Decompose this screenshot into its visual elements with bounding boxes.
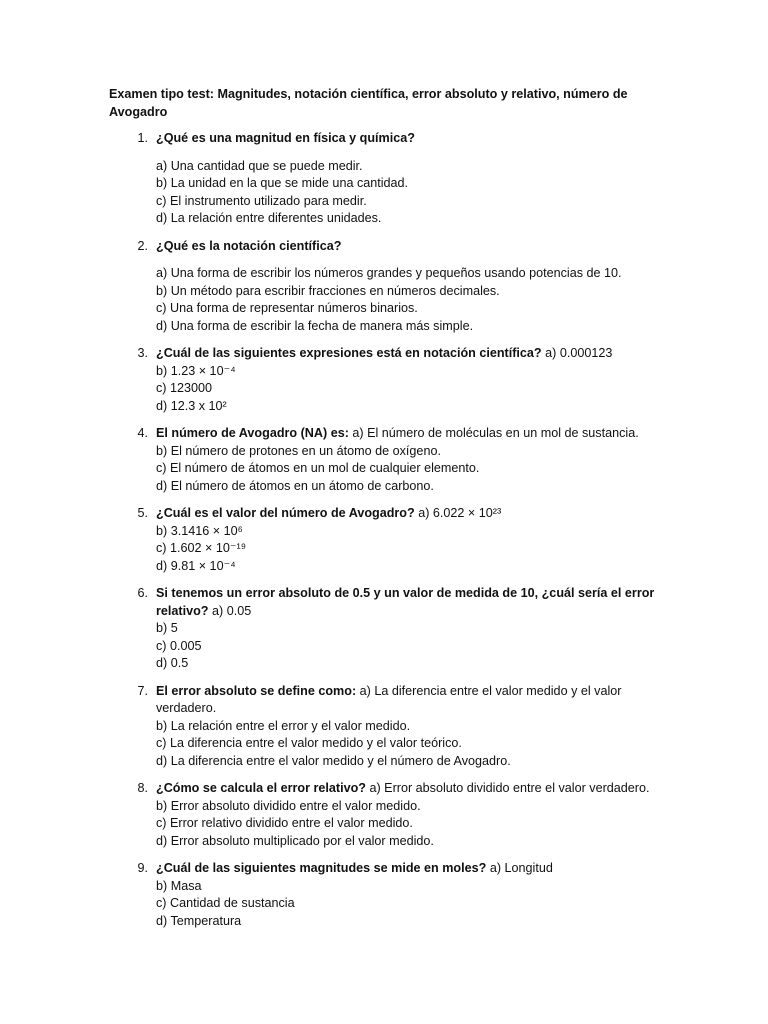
option-c: c) El número de átomos en un mol de cualquier elemento.	[156, 461, 480, 475]
question-line	[156, 860, 659, 878]
question-3	[109, 345, 659, 415]
question-number: 1.	[137, 131, 148, 145]
question-line	[156, 683, 659, 718]
question-text: ¿Qué es una magnitud en física y química?	[156, 131, 415, 145]
option-a: a) Una cantidad que se puede medir.	[156, 158, 363, 173]
question-number: 2.	[137, 238, 148, 253]
options-list	[156, 620, 659, 673]
option-a: a) Una forma de escribir los números grandes y pequeños usando potencias de 10.	[156, 266, 622, 280]
option-b: b) Masa	[156, 878, 202, 893]
option-d: d) La relación entre diferentes unidades.	[156, 211, 382, 225]
option-c: c) El instrumento utilizado para medir.	[156, 193, 367, 208]
question-line	[156, 505, 659, 523]
question-text: El error absoluto se define como:	[156, 683, 357, 698]
option-d: d) Una forma de escribir la fecha de manera más simple.	[156, 318, 474, 333]
option-c: c) Error relativo dividido entre el valor medido.	[156, 816, 413, 830]
option-a: a) Error absoluto dividido entre el valor verdadero.	[365, 781, 650, 795]
option-d: d) 0.5	[156, 656, 189, 670]
option-a: a) 0.000123	[541, 346, 613, 360]
question-line	[156, 425, 659, 443]
option-a: a) Longitud	[486, 861, 553, 875]
option-b: b) Un método para escribir fracciones en números decimales.	[156, 283, 500, 298]
option-a: a) El número de moléculas en un mol de sustancia.	[348, 426, 639, 440]
question-number: 4.	[137, 426, 148, 440]
option-a: a) 0.05	[208, 603, 252, 618]
option-d: d) El número de átomos en un átomo de carbono.	[156, 478, 434, 493]
question-6	[109, 585, 659, 673]
question-number: 8.	[137, 781, 148, 795]
document-title: Examen tipo test: Magnitudes, notación científica, error absoluto y relativo, número de Avogadro	[109, 87, 628, 119]
option-d: d) Temperatura	[156, 913, 242, 928]
question-8	[109, 780, 659, 850]
option-c: c) Una forma de representar números binarios.	[156, 301, 418, 315]
options-list	[156, 718, 659, 771]
question-text: Si tenemos un error absoluto de 0.5 y un valor de medida de 10, ¿cuál sería el error relativo?	[156, 586, 655, 618]
option-b: b) 1.23 × 10⁻⁴	[156, 363, 236, 378]
question-text: ¿Qué es la notación científica?	[156, 238, 342, 253]
question-2	[109, 238, 659, 336]
options-list	[156, 158, 659, 228]
option-d: d) 9.81 × 10⁻⁴	[156, 558, 236, 573]
option-b: b) La unidad en la que se mide una cantidad.	[156, 176, 409, 190]
option-d: d) 12.3 x 10²	[156, 398, 227, 413]
option-c: c) 0.005	[156, 638, 202, 653]
option-c: c) 123000	[156, 381, 213, 395]
option-d: d) La diferencia entre el valor medido y el número de Avogadro.	[156, 753, 511, 768]
option-b: b) 3.1416 × 10⁶	[156, 523, 243, 538]
question-1	[109, 130, 659, 228]
options-list	[156, 878, 659, 931]
question-number: 6.	[137, 586, 148, 600]
option-b: b) 5	[156, 621, 178, 635]
question-text: ¿Cuál es el valor del número de Avogadro?	[156, 506, 415, 520]
question-line	[156, 585, 659, 620]
options-list	[156, 523, 659, 576]
option-a: a) 6.022 × 10²³	[414, 506, 502, 520]
question-text: ¿Cuál de las siguientes expresiones está en notación científica?	[156, 346, 542, 360]
question-text: ¿Cómo se calcula el error relativo?	[156, 781, 366, 795]
question-line	[156, 345, 659, 363]
options-list	[156, 363, 659, 416]
option-a: a) La diferencia entre el valor medido y el valor verdadero.	[156, 683, 622, 715]
options-list	[156, 798, 659, 851]
question-number: 3.	[137, 346, 148, 360]
option-b: b) La relación entre el error y el valor medido.	[156, 718, 411, 733]
option-d: d) Error absoluto multiplicado por el valor medido.	[156, 833, 434, 848]
question-number: 7.	[137, 683, 148, 698]
question-line	[156, 780, 659, 798]
question-number: 9.	[137, 861, 148, 875]
options-list	[156, 265, 659, 335]
question-4	[109, 425, 659, 495]
question-text: El número de Avogadro (NA) es:	[156, 426, 349, 440]
question-9	[109, 860, 659, 930]
option-b: b) Error absoluto dividido entre el valor medido.	[156, 798, 421, 813]
question-number: 5.	[137, 506, 148, 520]
option-c: c) 1.602 × 10⁻¹⁹	[156, 541, 247, 555]
option-b: b) El número de protones en un átomo de oxígeno.	[156, 443, 441, 458]
option-c: c) La diferencia entre el valor medido y el valor teórico.	[156, 736, 462, 750]
option-c: c) Cantidad de sustancia	[156, 896, 295, 910]
options-list	[156, 443, 659, 496]
question-text: ¿Cuál de las siguientes magnitudes se mide en moles?	[156, 861, 487, 875]
question-5	[109, 505, 659, 575]
document-page	[109, 86, 659, 940]
question-7	[109, 683, 659, 771]
